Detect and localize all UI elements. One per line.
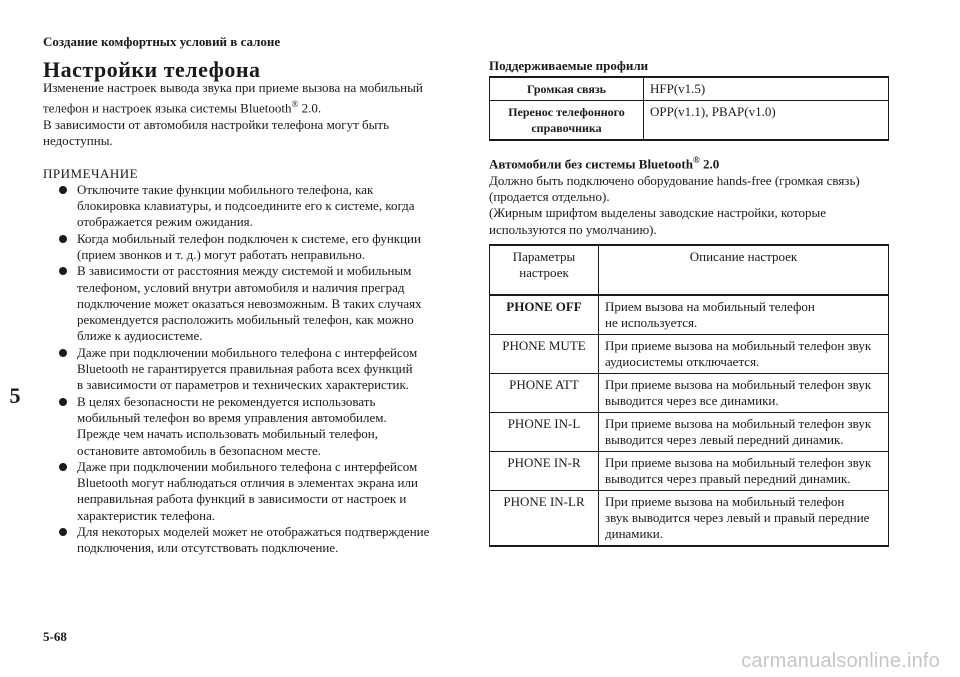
note-item-line: рекомендуется расположить мобильный телефон, как можно: [77, 312, 414, 328]
setting-description-line: При приеме вызова на мобильный телефон звук: [605, 416, 872, 431]
setting-description: [599, 335, 889, 374]
profile-name: Громкая связь: [490, 77, 644, 101]
setting-description-line: При приеме вызова на мобильный телефон звук: [605, 338, 872, 353]
table-row: [490, 77, 889, 101]
note-item-line: Когда мобильный телефон подключен к системе, его функции: [77, 230, 421, 246]
setting-description-line: При приеме вызова на мобильный телефон звук: [605, 455, 872, 470]
bullet-icon: [59, 186, 67, 194]
intro-line: Изменение настроек вывода звука при приеме вызова на мобильный: [43, 80, 423, 95]
table-row: [490, 374, 889, 413]
setting-description-line: выводится через левый передний динамик.: [605, 432, 844, 447]
profiles-heading: Поддерживаемые профили: [489, 58, 649, 73]
note-item-line: Bluetooth могут наблюдаться отличия в элементах экрана или: [77, 475, 418, 491]
note-item-line: Прежде чем начать использовать мобильный телефон,: [77, 426, 378, 442]
non-bt-line: (Жирным шрифтом выделены заводские настройки, которые: [489, 205, 827, 221]
table-row: [490, 452, 889, 491]
page-title: Настройки телефона: [43, 57, 261, 82]
setting-description-line: выводится через все динамики.: [605, 393, 779, 408]
setting-description-line: При приеме вызова на мобильный телефон: [605, 494, 845, 509]
note-item-line: Даже при подключении мобильного телефона с интерфейсом: [77, 344, 418, 360]
note-item-line: Для некоторых моделей может не отображаться подтверждение: [77, 524, 430, 540]
profile-value: OPP(v1.1), PBAP(v1.0): [644, 101, 889, 141]
bullet-icon: [59, 398, 67, 406]
intro-line: телефон и настроек языка системы Bluetooth® 2.0.: [43, 99, 322, 116]
watermark: carmanualsonline.info: [741, 650, 940, 672]
table-row: [490, 101, 889, 141]
non-bt-line: (продается отдельно).: [489, 188, 610, 204]
setting-name: PHONE OFF: [490, 295, 599, 335]
note-item: [43, 394, 463, 459]
note-item-line: подключения, или отсутствовать подключение.: [77, 540, 339, 556]
note-item-line: В зависимости от расстояния между системой и мобильным: [77, 263, 412, 279]
table-row: [490, 295, 889, 335]
setting-description-line: звук выводится через левый и правый передние: [605, 510, 870, 525]
note-item: [43, 231, 463, 264]
note-item: [43, 459, 463, 524]
note-heading: ПРИМЕЧАНИЕ: [43, 165, 139, 181]
note-list: [43, 182, 463, 557]
page-number: 5-68: [43, 629, 67, 644]
setting-name: PHONE IN-L: [490, 413, 599, 452]
setting-name: PHONE ATT: [490, 374, 599, 413]
note-item-line: отображается режим ожидания.: [77, 214, 253, 230]
running-head: Создание комфортных условий в салоне: [43, 34, 281, 49]
note-item-line: остановите автомобиль в безопасном месте.: [77, 442, 322, 458]
note-item-line: блокировка клавиатуры, и подсоедините его к системе, когда: [77, 198, 415, 214]
setting-name: PHONE IN-LR: [490, 491, 599, 547]
left-column: [43, 80, 463, 557]
setting-description: [599, 413, 889, 452]
note-item-line: телефоном, условий внутри автомобиля и наличия преград: [77, 279, 405, 295]
note-item-line: подключение может оказаться невозможным. В таких случаях: [77, 295, 422, 311]
setting-description-line: динамики.: [605, 526, 664, 541]
chapter-tab: 5: [9, 383, 21, 408]
column-header: Описание настроек: [599, 245, 889, 295]
non-bt-heading: Автомобили без системы Bluetooth® 2.0: [489, 155, 720, 172]
note-item-line: Даже при подключении мобильного телефона с интерфейсом: [77, 458, 418, 474]
note-item: [43, 263, 463, 344]
note-item-line: ближе к аудиосистеме.: [77, 328, 203, 344]
profiles-table: [489, 76, 889, 141]
setting-description-line: выводится через правый передний динамик.: [605, 471, 851, 486]
setting-description: [599, 374, 889, 413]
setting-name: PHONE MUTE: [490, 335, 599, 374]
setting-description-line: При приеме вызова на мобильный телефон звук: [605, 377, 872, 392]
setting-description: [599, 491, 889, 547]
non-bt-line: используются по умолчанию).: [489, 221, 657, 237]
non-bt-section: [489, 152, 889, 238]
setting-name: PHONE IN-R: [490, 452, 599, 491]
bullet-icon: [59, 267, 67, 275]
table-header-row: [490, 245, 889, 295]
bullet-icon: [59, 349, 67, 357]
profile-name: Перенос телефонного справочника: [490, 101, 644, 141]
setting-description-line: Прием вызова на мобильный телефон: [605, 299, 815, 314]
note-item: [43, 524, 463, 557]
intro-line: недоступны.: [43, 133, 113, 149]
intro-line: В зависимости от автомобиля настройки телефона могут быть: [43, 116, 390, 132]
note-item: [43, 182, 463, 231]
note-item-line: Bluetooth не гарантируется правильная работа всех функций: [77, 361, 413, 377]
bullet-icon: [59, 235, 67, 243]
bullet-icon: [59, 528, 67, 536]
note-item-line: Отключите такие функции мобильного телефона, как: [77, 181, 374, 197]
setting-description: [599, 452, 889, 491]
note-item-line: в зависимости от параметров и технических характеристик.: [77, 377, 410, 393]
note-item-line: В целях безопасности не рекомендуется использовать: [77, 393, 376, 409]
note-item: [43, 345, 463, 394]
note-item-line: мобильный телефон во время управления автомобилем.: [77, 409, 387, 425]
bullet-icon: [59, 463, 67, 471]
table-row: [490, 491, 889, 547]
settings-table: [489, 244, 889, 547]
note-item-line: характеристик телефона.: [77, 507, 216, 523]
column-header: Параметры настроек: [490, 245, 599, 295]
setting-description: [599, 295, 889, 335]
table-row: [490, 413, 889, 452]
setting-description-line: аудиосистемы отключается.: [605, 354, 760, 369]
note-item-line: (прием звонков и т. д.) могут работать неправильно.: [77, 247, 366, 262]
non-bt-line: Должно быть подключено оборудование hands-free (громкая связь): [489, 172, 860, 188]
table-row: [490, 335, 889, 374]
setting-description-line: не используется.: [605, 315, 698, 330]
note-item-line: неправильная работа функций в зависимости от настроек и: [77, 491, 407, 507]
profile-value: HFP(v1.5): [644, 77, 889, 101]
